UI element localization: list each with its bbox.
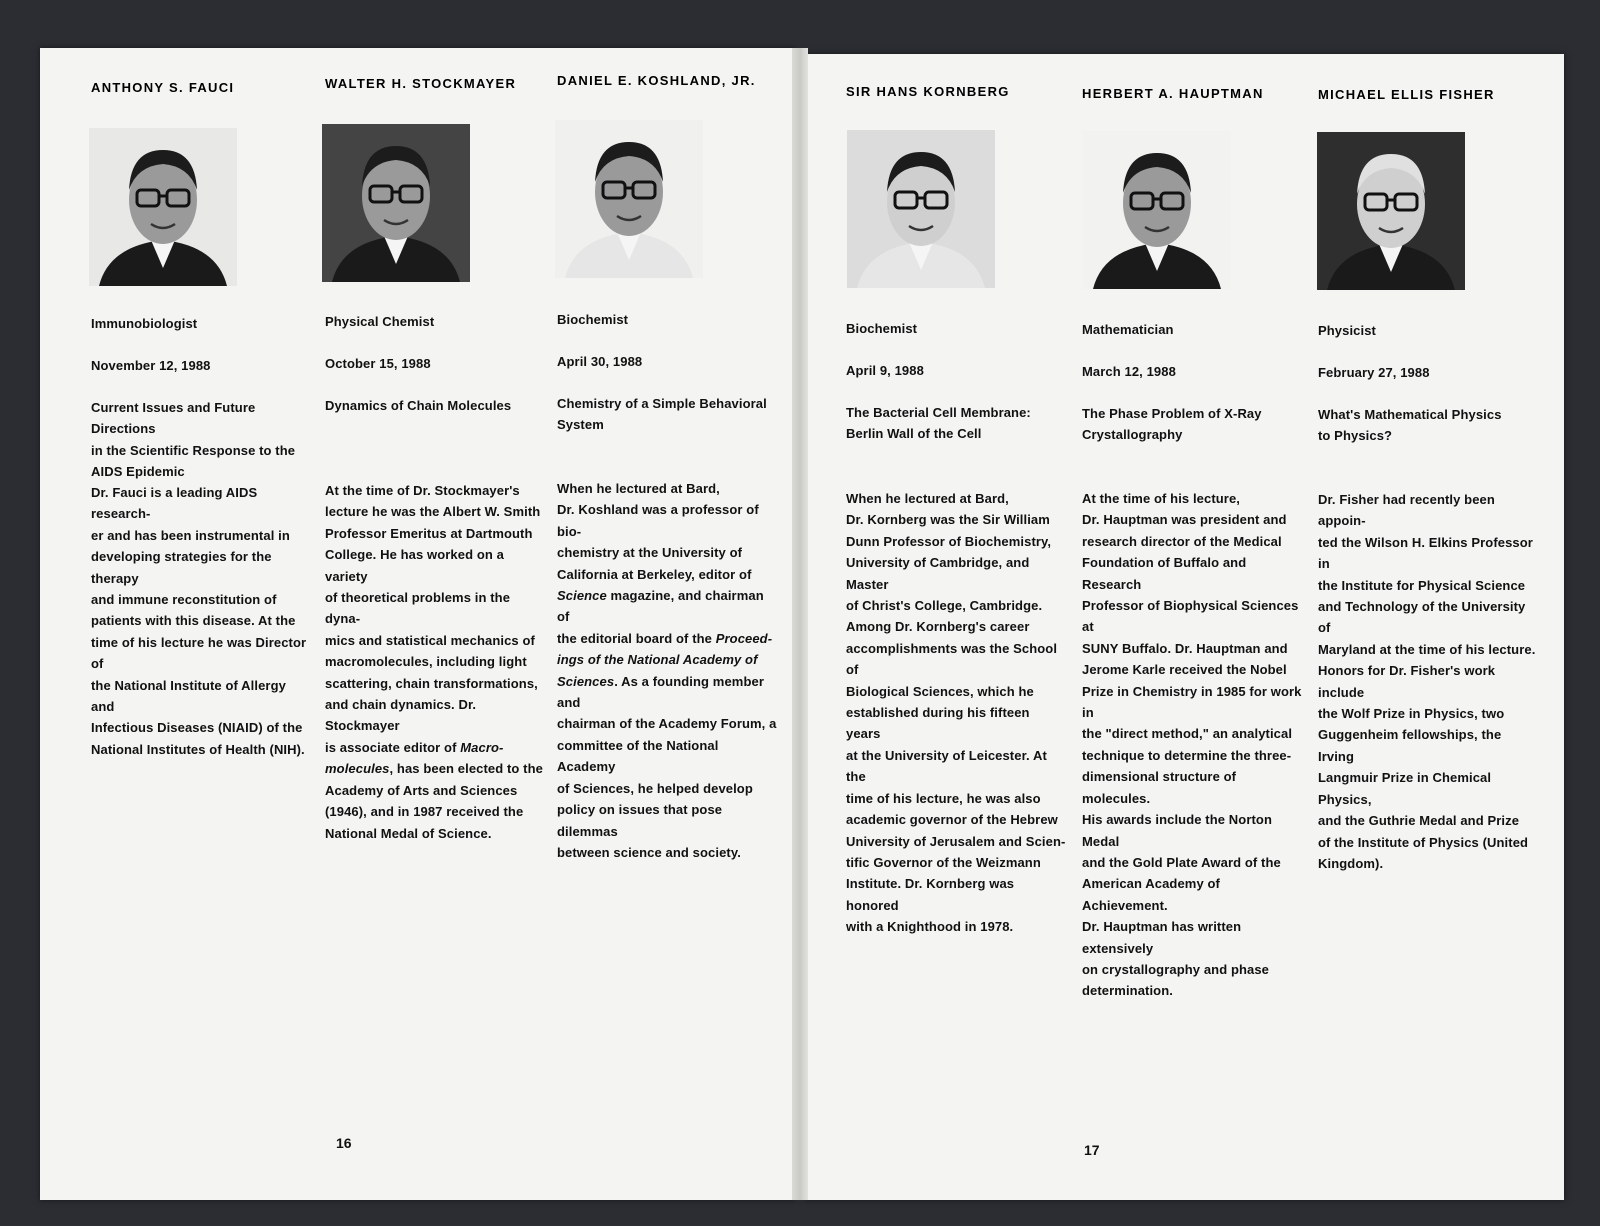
text-line: Jerome Karle received the Nobel — [1082, 662, 1287, 678]
text-line: on crystallography and phase — [1082, 961, 1270, 977]
lecture-date: March 12, 1988 — [1082, 364, 1176, 379]
text-line: and immune reconstitution of — [91, 592, 277, 608]
text-line: AIDS Epidemic — [91, 464, 185, 480]
text-line: and the Guthrie Medal and Prize — [1318, 813, 1520, 829]
text-line: molecules, has been elected to the — [325, 761, 543, 777]
text-line: Honors for Dr. Fisher's work include — [1318, 663, 1496, 700]
lecturer-bio — [91, 482, 311, 760]
text-line: to Physics? — [1318, 428, 1393, 444]
text-line: and Technology of the University of — [1318, 599, 1526, 636]
text-line: What's Mathematical Physics — [1318, 407, 1502, 422]
text-line: National Medal of Science. — [325, 825, 492, 841]
lecturer-name: MICHAEL ELLIS FISHER — [1318, 87, 1495, 102]
lecturer-bio — [325, 480, 545, 844]
text-line: with a Knighthood in 1978. — [846, 919, 1014, 935]
text-line: committee of the National Academy — [557, 737, 719, 775]
text-line: Langmuir Prize in Chemical Physics, — [1318, 770, 1492, 807]
lecture-date: November 12, 1988 — [91, 358, 211, 373]
text-line: is associate editor of Macro- — [325, 739, 504, 755]
text-line: Current Issues and Future Directions — [91, 400, 256, 437]
lecture-title — [325, 395, 545, 416]
text-line: and the Gold Plate Award of the — [1082, 854, 1281, 870]
text-line: Dr. Koshland was a professor of bio- — [557, 502, 759, 539]
lecturer-portrait — [555, 120, 703, 278]
text-line: between science and society. — [557, 844, 741, 860]
lecturer-field: Immunobiologist — [91, 316, 198, 331]
text-line: System — [557, 417, 604, 433]
text-line: American Academy of Achievement. — [1082, 876, 1220, 913]
page-number-left: 16 — [336, 1135, 352, 1151]
text-line: the Institute for Physical Science — [1318, 577, 1526, 593]
lecturer-name: WALTER H. STOCKMAYER — [325, 76, 517, 91]
text-line: Dr. Hauptman has written extensively — [1082, 919, 1242, 956]
text-line: research director of the Medical — [1082, 533, 1282, 549]
text-line: Professor of Biophysical Sciences at — [1082, 598, 1299, 635]
text-line: the Wolf Prize in Physics, two — [1318, 706, 1505, 722]
text-line: policy on issues that pose dilemmas — [557, 802, 723, 839]
lecturer-bio — [1318, 489, 1538, 874]
lecturer-portrait — [1317, 132, 1465, 290]
text-line: Dr. Fisher had recently been appoin- — [1318, 492, 1495, 529]
text-line: macromolecules, including light — [325, 654, 527, 670]
lecture-date: April 30, 1988 — [557, 354, 643, 369]
text-line: Dr. Kornberg was the Sir William — [846, 512, 1050, 528]
text-line: The Bacterial Cell Membrane: — [846, 405, 1031, 420]
text-line: determination. — [1082, 983, 1173, 999]
text-line: When he lectured at Bard, — [557, 481, 720, 496]
text-line: Academy of Arts and Sciences — [325, 782, 518, 798]
lecture-title — [846, 402, 1066, 445]
text-line: lecture he was the Albert W. Smith — [325, 504, 541, 520]
lecturer-name: HERBERT A. HAUPTMAN — [1082, 86, 1264, 101]
text-line: dimensional structure of molecules. — [1082, 769, 1237, 806]
text-line: technique to determine the three- — [1082, 747, 1292, 763]
text-line: Berlin Wall of the Cell — [846, 426, 982, 442]
lecture-title — [1082, 403, 1302, 446]
text-line: National Institutes of Health (NIH). — [91, 741, 305, 757]
text-line: Kingdom). — [1318, 855, 1384, 871]
lecturer-portrait — [89, 128, 237, 286]
text-line: At the time of Dr. Stockmayer's — [325, 483, 520, 498]
text-line: the "direct method," an analytical — [1082, 726, 1293, 742]
text-line: academic governor of the Hebrew — [846, 812, 1058, 828]
text-line: University of Jerusalem and Scien- — [846, 833, 1066, 849]
lecturer-field: Biochemist — [557, 312, 629, 327]
text-line: Institute. Dr. Kornberg was honored — [846, 876, 1015, 913]
lecture-date: October 15, 1988 — [325, 356, 431, 371]
text-line: developing strategies for the therapy — [91, 549, 272, 586]
text-line: His awards include the Norton Medal — [1082, 812, 1272, 849]
text-line: established during his fifteen years — [846, 705, 1030, 742]
text-line: Dynamics of Chain Molecules — [325, 398, 512, 413]
text-line: Chemistry of a Simple Behavioral — [557, 396, 767, 411]
text-line: Maryland at the time of his lecture. — [1318, 641, 1536, 657]
lecture-title — [557, 393, 777, 436]
text-line: at the University of Leicester. At the — [846, 747, 1047, 785]
text-line: The Phase Problem of X-Ray — [1082, 406, 1262, 421]
lecture-date: April 9, 1988 — [846, 363, 924, 378]
text-line: Infectious Diseases (NIAID) of the — [91, 720, 303, 736]
lecturer-name: DANIEL E. KOSHLAND, JR. — [557, 73, 756, 88]
text-line: Dr. Hauptman was president and — [1082, 512, 1287, 528]
text-line: accomplishments was the School of — [846, 640, 1058, 678]
text-line: Among Dr. Kornberg's career — [846, 619, 1030, 635]
text-line: Foundation of Buffalo and Research — [1082, 555, 1247, 592]
text-line: patients with this disease. At the — [91, 613, 296, 629]
text-line: California at Berkeley, editor of — [557, 566, 752, 582]
text-line: Sciences. As a founding member and — [557, 673, 764, 711]
book-gutter — [792, 48, 808, 1200]
text-line: ings of the National Academy of — [557, 652, 758, 668]
lecture-date: February 27, 1988 — [1318, 365, 1430, 380]
lecturer-field: Physical Chemist — [325, 314, 435, 329]
text-line: mics and statistical mechanics of — [325, 632, 535, 648]
text-line: time of his lecture he was Director of — [91, 634, 307, 672]
lecture-title — [1318, 404, 1538, 447]
text-line: chairman of the Academy Forum, a — [557, 716, 777, 732]
text-line: chemistry at the University of — [557, 545, 743, 561]
text-line: University of Cambridge, and Master — [846, 555, 1030, 592]
lecturer-name: ANTHONY S. FAUCI — [91, 80, 235, 95]
text-line: Guggenheim fellowships, the Irving — [1318, 727, 1502, 764]
text-line: of Sciences, he helped develop — [557, 780, 753, 796]
lecturer-name: SIR HANS KORNBERG — [846, 84, 1010, 99]
text-line: Crystallography — [1082, 427, 1183, 443]
text-line: Science magazine, and chairman of — [557, 588, 764, 625]
lecturer-portrait — [847, 130, 995, 288]
text-line: and chain dynamics. Dr. Stockmayer — [325, 697, 477, 734]
lecturer-field: Mathematician — [1082, 322, 1174, 337]
lecturer-bio — [1082, 488, 1302, 1002]
text-line: Professor Emeritus at Dartmouth — [325, 525, 533, 541]
text-line: Dunn Professor of Biochemistry, — [846, 533, 1052, 549]
text-line: Biological Sciences, which he — [846, 683, 1034, 699]
text-line: tific Governor of the Weizmann — [846, 854, 1041, 870]
text-line: At the time of his lecture, — [1082, 491, 1241, 506]
lecturer-bio — [557, 478, 777, 863]
text-line: When he lectured at Bard, — [846, 491, 1009, 506]
text-line: SUNY Buffalo. Dr. Hauptman and — [1082, 640, 1288, 656]
lecturer-bio — [846, 488, 1066, 938]
lecturer-portrait — [322, 124, 470, 282]
lecturer-field: Biochemist — [846, 321, 918, 336]
text-line: time of his lecture, he was also — [846, 790, 1041, 806]
page-number-right: 17 — [1084, 1142, 1100, 1158]
lecture-title — [91, 397, 311, 483]
lecturer-portrait — [1083, 131, 1231, 289]
text-line: the editorial board of the Proceed- — [557, 630, 773, 646]
text-line: in the Scientific Response to the — [91, 442, 296, 458]
text-line: ted the Wilson H. Elkins Professor in — [1318, 534, 1533, 572]
text-line: (1946), and in 1987 received the — [325, 804, 524, 820]
text-line: of Christ's College, Cambridge. — [846, 598, 1043, 614]
text-line: the National Institute of Allergy and — [91, 677, 286, 715]
text-line: scattering, chain transformations, — [325, 675, 538, 691]
text-line: Prize in Chemistry in 1985 for work in — [1082, 683, 1302, 721]
text-line: er and has been instrumental in — [91, 527, 290, 543]
lecturer-field: Physicist — [1318, 323, 1376, 338]
text-line: College. He has worked on a variety — [325, 547, 504, 584]
text-line: of theoretical problems in the dyna- — [325, 590, 511, 627]
text-line: of the Institute of Physics (United — [1318, 834, 1529, 850]
text-line: Dr. Fauci is a leading AIDS research- — [91, 485, 258, 522]
